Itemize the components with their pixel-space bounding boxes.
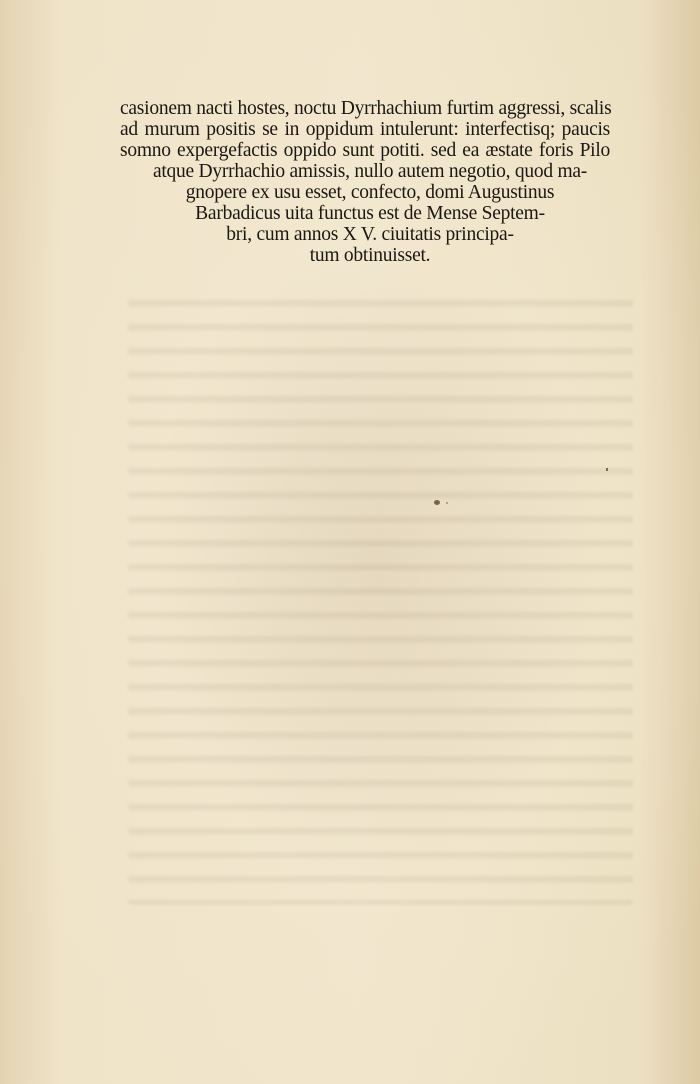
- text-line-4: atque Dyrrhachio amissis, nullo autem negotio, quod ma-: [152, 161, 588, 182]
- show-through-text: [128, 290, 633, 905]
- body-text: [100, 98, 640, 266]
- ink-speck: [446, 502, 448, 504]
- text-line-5: gnopere ex usu esset, confecto, domi Augustinus: [185, 182, 555, 203]
- ink-spot: [434, 500, 440, 505]
- text-line-2: ad murum positis se in oppidum intulerunt: interfectisq; paucis: [120, 119, 610, 140]
- ink-speck: [606, 468, 608, 471]
- text-line-3: somno expergefactis oppido sunt potiti. sed ea æstate foris Pilo: [120, 140, 610, 161]
- text-line-8: tum obtinuisset.: [309, 245, 431, 266]
- text-line-6: Barbadicus uita functus est de Mense Septem-: [195, 203, 545, 224]
- text-line-1: casionem nacti hostes, noctu Dyrrhachium furtim aggressi, scalis: [120, 98, 612, 119]
- text-line-7: bri, cum annos X V. ciuitatis principa-: [226, 224, 514, 245]
